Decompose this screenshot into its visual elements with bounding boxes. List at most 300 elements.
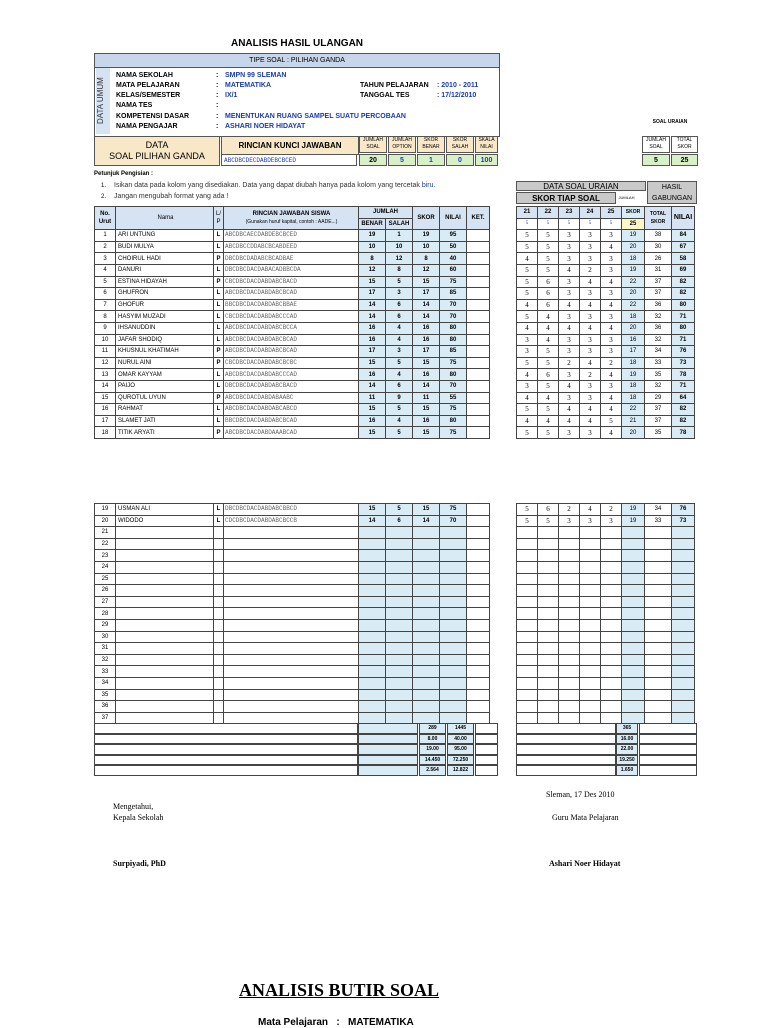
uraian-score[interactable]: 4 xyxy=(601,392,622,404)
uraian-score[interactable]: 4 xyxy=(538,415,559,427)
uraian-score[interactable]: 4 xyxy=(601,276,622,288)
uraian-score[interactable] xyxy=(559,677,580,689)
uraian-score[interactable] xyxy=(601,666,622,678)
uraian-score[interactable] xyxy=(517,677,538,689)
student-answers[interactable]: BBCDBCDACDABDABCBBAE xyxy=(224,299,359,311)
uraian-score[interactable]: 5 xyxy=(517,241,538,253)
uraian-score[interactable]: 3 xyxy=(559,241,580,253)
uraian-score[interactable] xyxy=(517,573,538,585)
uraian-score[interactable]: 5 xyxy=(538,264,559,276)
student-gender[interactable] xyxy=(214,631,224,643)
uraian-score[interactable] xyxy=(601,608,622,620)
uraian-score[interactable]: 2 xyxy=(580,264,601,276)
student-answers[interactable]: ABCDBCDACDABDAAABCAD xyxy=(224,427,359,439)
student-answers[interactable] xyxy=(224,527,359,539)
uraian-score[interactable] xyxy=(538,585,559,597)
uraian-score[interactable] xyxy=(538,619,559,631)
uraian-score[interactable]: 3 xyxy=(580,380,601,392)
uraian-score[interactable] xyxy=(517,619,538,631)
uraian-score[interactable] xyxy=(580,527,601,539)
uraian-score[interactable]: 4 xyxy=(559,404,580,416)
uraian-score[interactable]: 2 xyxy=(601,357,622,369)
student-name[interactable] xyxy=(116,666,214,678)
ket-value[interactable] xyxy=(467,515,490,527)
student-answers[interactable] xyxy=(224,596,359,608)
student-name[interactable] xyxy=(116,561,214,573)
student-gender[interactable]: L xyxy=(214,369,224,381)
student-answers[interactable]: ABCDBCDACDABDABCBCAD xyxy=(224,346,359,358)
uraian-score[interactable] xyxy=(580,585,601,597)
uraian-score[interactable]: 3 xyxy=(559,427,580,439)
ket-value[interactable] xyxy=(467,666,490,678)
uraian-score[interactable]: 3 xyxy=(601,515,622,527)
uraian-score[interactable] xyxy=(580,550,601,562)
kunci-field[interactable]: ABCDBCDECDABDEBCBCED xyxy=(221,154,357,166)
tanggal-field[interactable]: : 17/12/2010 xyxy=(437,92,477,99)
uraian-score[interactable] xyxy=(601,573,622,585)
ket-value[interactable] xyxy=(467,596,490,608)
student-answers[interactable] xyxy=(224,619,359,631)
student-name[interactable]: NURUL AINI xyxy=(116,357,214,369)
ket-value[interactable] xyxy=(467,322,490,334)
ket-value[interactable] xyxy=(467,392,490,404)
uraian-score[interactable]: 4 xyxy=(517,299,538,311)
student-gender[interactable] xyxy=(214,654,224,666)
student-gender[interactable] xyxy=(214,573,224,585)
student-gender[interactable]: L xyxy=(214,264,224,276)
uraian-score[interactable]: 5 xyxy=(517,311,538,323)
ket-value[interactable] xyxy=(467,538,490,550)
student-gender[interactable]: P xyxy=(214,253,224,265)
student-gender[interactable]: P xyxy=(214,346,224,358)
uraian-score[interactable]: 3 xyxy=(517,346,538,358)
student-gender[interactable] xyxy=(214,585,224,597)
uraian-score[interactable]: 4 xyxy=(559,380,580,392)
uraian-score[interactable]: 5 xyxy=(538,253,559,265)
uraian-score[interactable]: 4 xyxy=(517,415,538,427)
student-name[interactable] xyxy=(116,631,214,643)
uraian-score[interactable]: 3 xyxy=(580,311,601,323)
ket-value[interactable] xyxy=(467,654,490,666)
uraian-score[interactable] xyxy=(580,643,601,655)
student-answers[interactable]: CBCDBCDACDABDABCCCAD xyxy=(224,311,359,323)
student-name[interactable] xyxy=(116,619,214,631)
uraian-score[interactable] xyxy=(538,643,559,655)
student-name[interactable]: KHUSNUL KHATIMAH xyxy=(116,346,214,358)
uraian-score[interactable]: 4 xyxy=(517,322,538,334)
uraian-score[interactable]: 4 xyxy=(580,415,601,427)
student-name[interactable] xyxy=(116,654,214,666)
ket-value[interactable] xyxy=(467,643,490,655)
skor-salah-value[interactable]: 0 xyxy=(446,154,474,166)
ket-value[interactable] xyxy=(467,276,490,288)
uraian-score[interactable]: 4 xyxy=(601,369,622,381)
uraian-score[interactable] xyxy=(538,654,559,666)
student-name[interactable]: BUDI MULYA xyxy=(116,241,214,253)
uraian-score[interactable]: 3 xyxy=(580,334,601,346)
uraian-score[interactable] xyxy=(601,677,622,689)
uraian-score[interactable] xyxy=(580,596,601,608)
uraian-score[interactable]: 4 xyxy=(517,253,538,265)
ket-value[interactable] xyxy=(467,550,490,562)
student-answers[interactable] xyxy=(224,701,359,713)
student-answers[interactable]: DBCDBCDACDABDABCBACD xyxy=(224,380,359,392)
uraian-score[interactable] xyxy=(580,631,601,643)
student-answers[interactable] xyxy=(224,643,359,655)
uraian-score[interactable] xyxy=(559,701,580,713)
uraian-score[interactable]: 3 xyxy=(559,276,580,288)
uraian-score[interactable]: 3 xyxy=(580,230,601,242)
uraian-score[interactable] xyxy=(580,619,601,631)
ket-value[interactable] xyxy=(467,561,490,573)
uraian-score[interactable]: 5 xyxy=(517,515,538,527)
uraian-score[interactable]: 4 xyxy=(538,334,559,346)
student-gender[interactable] xyxy=(214,643,224,655)
student-name[interactable]: ARI UNTUNG xyxy=(116,230,214,242)
uraian-total-value[interactable]: 25 xyxy=(671,154,698,166)
uraian-score[interactable] xyxy=(559,643,580,655)
student-name[interactable] xyxy=(116,677,214,689)
uraian-score[interactable] xyxy=(601,619,622,631)
student-gender[interactable]: P xyxy=(214,427,224,439)
skala-nilai-value[interactable]: 100 xyxy=(475,154,498,166)
student-name[interactable]: WIDODO xyxy=(116,515,214,527)
uraian-score[interactable]: 4 xyxy=(559,264,580,276)
uraian-score[interactable] xyxy=(601,596,622,608)
ket-value[interactable] xyxy=(467,334,490,346)
uraian-score[interactable] xyxy=(538,573,559,585)
student-name[interactable] xyxy=(116,585,214,597)
skor-benar-value[interactable]: 1 xyxy=(417,154,445,166)
student-name[interactable] xyxy=(116,573,214,585)
student-answers[interactable] xyxy=(224,654,359,666)
ket-value[interactable] xyxy=(467,311,490,323)
uraian-score[interactable]: 5 xyxy=(517,404,538,416)
uraian-score[interactable] xyxy=(559,538,580,550)
uraian-score[interactable] xyxy=(601,550,622,562)
uraian-score[interactable]: 5 xyxy=(538,230,559,242)
student-name[interactable]: IHSANUDDIN xyxy=(116,322,214,334)
uraian-score[interactable] xyxy=(559,585,580,597)
ket-value[interactable] xyxy=(467,299,490,311)
uraian-score[interactable]: 4 xyxy=(601,427,622,439)
uraian-score[interactable] xyxy=(601,527,622,539)
student-answers[interactable] xyxy=(224,666,359,678)
uraian-score[interactable] xyxy=(580,561,601,573)
student-name[interactable]: ESTINA HIDAYAH xyxy=(116,276,214,288)
ket-value[interactable] xyxy=(467,241,490,253)
uraian-score[interactable]: 3 xyxy=(559,515,580,527)
uraian-score[interactable] xyxy=(517,643,538,655)
uraian-score[interactable]: 3 xyxy=(517,334,538,346)
ket-value[interactable] xyxy=(467,380,490,392)
uraian-jumlah-value[interactable]: 5 xyxy=(642,154,670,166)
student-gender[interactable] xyxy=(214,666,224,678)
uraian-score[interactable] xyxy=(601,585,622,597)
student-answers[interactable]: ABCDBCDACDABDABCBCAD xyxy=(224,334,359,346)
uraian-score[interactable] xyxy=(517,550,538,562)
uraian-score[interactable]: 2 xyxy=(559,357,580,369)
student-name[interactable]: USMAN ALI xyxy=(116,504,214,516)
student-gender[interactable]: L xyxy=(214,380,224,392)
uraian-score[interactable]: 3 xyxy=(559,288,580,300)
ket-value[interactable] xyxy=(467,288,490,300)
pengajar-field[interactable]: ASHARI NOER HIDAYAT xyxy=(225,123,306,130)
uraian-score[interactable]: 3 xyxy=(559,369,580,381)
uraian-score[interactable] xyxy=(580,608,601,620)
student-answers[interactable]: ABCDBCCDDABCBCABDEED xyxy=(224,241,359,253)
uraian-score[interactable]: 3 xyxy=(559,230,580,242)
uraian-score[interactable]: 5 xyxy=(538,357,559,369)
kd-field[interactable]: MENENTUKAN RUANG SAMPEL SUATU PERCOBAAN xyxy=(225,113,406,120)
uraian-score[interactable]: 3 xyxy=(580,241,601,253)
student-gender[interactable]: L xyxy=(214,415,224,427)
uraian-score[interactable] xyxy=(517,701,538,713)
uraian-score[interactable]: 5 xyxy=(517,264,538,276)
uraian-score[interactable]: 4 xyxy=(517,392,538,404)
student-answers[interactable]: ABCDBCDACDABDABAABC xyxy=(224,392,359,404)
uraian-score[interactable] xyxy=(538,666,559,678)
jumlah-soal-value[interactable]: 20 xyxy=(359,154,387,166)
uraian-score[interactable] xyxy=(538,550,559,562)
uraian-score[interactable] xyxy=(538,561,559,573)
uraian-score[interactable]: 5 xyxy=(538,404,559,416)
student-gender[interactable]: L xyxy=(214,288,224,300)
student-gender[interactable] xyxy=(214,619,224,631)
uraian-score[interactable] xyxy=(580,666,601,678)
uraian-score[interactable] xyxy=(559,527,580,539)
uraian-score[interactable]: 6 xyxy=(538,299,559,311)
ket-value[interactable] xyxy=(467,689,490,701)
uraian-score[interactable] xyxy=(538,689,559,701)
uraian-score[interactable] xyxy=(580,538,601,550)
student-answers[interactable]: CDCDBCDACDABDABCBCCB xyxy=(224,515,359,527)
uraian-score[interactable] xyxy=(538,631,559,643)
uraian-score[interactable]: 5 xyxy=(538,380,559,392)
student-gender[interactable] xyxy=(214,608,224,620)
uraian-score[interactable] xyxy=(601,631,622,643)
uraian-score[interactable]: 5 xyxy=(517,230,538,242)
uraian-score[interactable] xyxy=(538,538,559,550)
uraian-score[interactable]: 4 xyxy=(559,299,580,311)
uraian-score[interactable]: 4 xyxy=(559,415,580,427)
uraian-score[interactable] xyxy=(517,527,538,539)
student-gender[interactable] xyxy=(214,538,224,550)
ket-value[interactable] xyxy=(467,677,490,689)
student-answers[interactable] xyxy=(224,689,359,701)
student-name[interactable]: QUROTUL UYUN xyxy=(116,392,214,404)
student-name[interactable] xyxy=(116,596,214,608)
uraian-score[interactable]: 4 xyxy=(601,299,622,311)
uraian-score[interactable] xyxy=(517,631,538,643)
uraian-score[interactable] xyxy=(580,701,601,713)
uraian-score[interactable]: 4 xyxy=(601,241,622,253)
ket-value[interactable] xyxy=(467,346,490,358)
uraian-score[interactable]: 4 xyxy=(538,392,559,404)
student-gender[interactable]: L xyxy=(214,241,224,253)
uraian-score[interactable] xyxy=(517,561,538,573)
uraian-score[interactable]: 5 xyxy=(517,288,538,300)
uraian-score[interactable] xyxy=(559,619,580,631)
uraian-score[interactable]: 3 xyxy=(559,311,580,323)
student-answers[interactable]: CBCDBCDACDABDABCBACD xyxy=(224,276,359,288)
uraian-score[interactable] xyxy=(538,677,559,689)
uraian-score[interactable] xyxy=(601,654,622,666)
jumlah-option-value[interactable]: 5 xyxy=(388,154,416,166)
ket-value[interactable] xyxy=(467,369,490,381)
uraian-score[interactable]: 3 xyxy=(580,253,601,265)
ket-value[interactable] xyxy=(467,585,490,597)
student-answers[interactable]: DBCDBCDACDABACADBBCDA xyxy=(224,264,359,276)
student-answers[interactable]: BBCDBCDACDABDABCBCAD xyxy=(224,415,359,427)
student-name[interactable]: GHOFUR xyxy=(116,299,214,311)
uraian-score[interactable]: 5 xyxy=(601,415,622,427)
ket-value[interactable] xyxy=(467,701,490,713)
uraian-score[interactable]: 3 xyxy=(559,334,580,346)
uraian-score[interactable]: 4 xyxy=(517,369,538,381)
student-answers[interactable] xyxy=(224,585,359,597)
ket-value[interactable] xyxy=(467,527,490,539)
uraian-score[interactable]: 3 xyxy=(601,311,622,323)
ket-value[interactable] xyxy=(467,427,490,439)
student-name[interactable] xyxy=(116,527,214,539)
student-gender[interactable] xyxy=(214,689,224,701)
uraian-score[interactable]: 5 xyxy=(538,241,559,253)
uraian-score[interactable]: 3 xyxy=(601,264,622,276)
ket-value[interactable] xyxy=(467,253,490,265)
student-answers[interactable]: ABCDBCDACDABDABCABCD xyxy=(224,404,359,416)
student-gender[interactable]: L xyxy=(214,311,224,323)
ket-value[interactable] xyxy=(467,619,490,631)
student-answers[interactable] xyxy=(224,561,359,573)
student-answers[interactable]: ABCDBCDACDABDABCBCAD xyxy=(224,288,359,300)
uraian-score[interactable]: 3 xyxy=(601,253,622,265)
uraian-score[interactable] xyxy=(559,608,580,620)
student-gender[interactable]: L xyxy=(214,230,224,242)
uraian-score[interactable]: 4 xyxy=(601,404,622,416)
uraian-score[interactable]: 4 xyxy=(580,276,601,288)
ket-value[interactable] xyxy=(467,357,490,369)
student-answers[interactable] xyxy=(224,608,359,620)
uraian-score[interactable] xyxy=(517,608,538,620)
uraian-score[interactable]: 3 xyxy=(580,427,601,439)
uraian-score[interactable]: 2 xyxy=(601,504,622,516)
uraian-score[interactable] xyxy=(580,573,601,585)
student-gender[interactable]: L xyxy=(214,299,224,311)
uraian-score[interactable]: 3 xyxy=(601,230,622,242)
nama-sekolah-field[interactable]: SMPN 99 SLEMAN xyxy=(225,72,287,79)
uraian-score[interactable] xyxy=(538,527,559,539)
student-gender[interactable]: P xyxy=(214,276,224,288)
uraian-score[interactable]: 2 xyxy=(580,369,601,381)
uraian-score[interactable]: 5 xyxy=(538,427,559,439)
kelas-field[interactable]: IX/1 xyxy=(225,92,238,99)
uraian-score[interactable] xyxy=(559,631,580,643)
student-name[interactable]: RAHMAT xyxy=(116,404,214,416)
student-answers[interactable] xyxy=(224,573,359,585)
student-gender[interactable] xyxy=(214,527,224,539)
uraian-score[interactable] xyxy=(559,654,580,666)
student-gender[interactable]: L xyxy=(214,334,224,346)
student-name[interactable]: TITIK ARYATI xyxy=(116,427,214,439)
mapel-field[interactable]: MATEMATIKA xyxy=(225,82,272,89)
tahun-field[interactable]: : 2010 - 2011 xyxy=(437,82,479,89)
uraian-score[interactable]: 4 xyxy=(580,504,601,516)
student-name[interactable] xyxy=(116,608,214,620)
uraian-score[interactable] xyxy=(517,689,538,701)
uraian-score[interactable] xyxy=(517,654,538,666)
uraian-score[interactable] xyxy=(559,550,580,562)
student-name[interactable]: JAFAR SHODIQ xyxy=(116,334,214,346)
uraian-score[interactable] xyxy=(517,596,538,608)
uraian-score[interactable]: 3 xyxy=(517,380,538,392)
uraian-score[interactable]: 4 xyxy=(559,322,580,334)
uraian-score[interactable] xyxy=(580,654,601,666)
student-name[interactable] xyxy=(116,701,214,713)
student-answers[interactable]: CBCDBCDACDABDABCBCBC xyxy=(224,357,359,369)
uraian-score[interactable]: 3 xyxy=(559,253,580,265)
uraian-score[interactable] xyxy=(559,666,580,678)
uraian-score[interactable]: 3 xyxy=(601,346,622,358)
uraian-score[interactable]: 4 xyxy=(580,299,601,311)
uraian-score[interactable]: 3 xyxy=(580,515,601,527)
uraian-score[interactable] xyxy=(538,701,559,713)
uraian-score[interactable]: 4 xyxy=(580,357,601,369)
ket-value[interactable] xyxy=(467,404,490,416)
student-name[interactable] xyxy=(116,538,214,550)
student-name[interactable] xyxy=(116,643,214,655)
uraian-score[interactable]: 6 xyxy=(538,369,559,381)
uraian-score[interactable]: 3 xyxy=(559,346,580,358)
uraian-score[interactable]: 3 xyxy=(580,346,601,358)
uraian-score[interactable] xyxy=(580,677,601,689)
ket-value[interactable] xyxy=(467,264,490,276)
uraian-score[interactable]: 5 xyxy=(517,504,538,516)
uraian-score[interactable]: 6 xyxy=(538,276,559,288)
student-answers[interactable] xyxy=(224,677,359,689)
student-gender[interactable] xyxy=(214,701,224,713)
uraian-score[interactable]: 6 xyxy=(538,504,559,516)
student-answers[interactable]: ABCDBCAECDABDEBCBCED xyxy=(224,230,359,242)
uraian-score[interactable]: 4 xyxy=(601,322,622,334)
student-answers[interactable]: DBCDBCDACDABDABCBBCD xyxy=(224,504,359,516)
student-gender[interactable]: L xyxy=(214,404,224,416)
student-gender[interactable]: L xyxy=(214,504,224,516)
uraian-score[interactable] xyxy=(559,689,580,701)
uraian-score[interactable]: 5 xyxy=(538,515,559,527)
student-answers[interactable]: DBCDBCDADABCBCADBAE xyxy=(224,253,359,265)
uraian-score[interactable]: 3 xyxy=(580,392,601,404)
uraian-score[interactable]: 3 xyxy=(559,392,580,404)
uraian-score[interactable]: 4 xyxy=(580,322,601,334)
student-gender[interactable] xyxy=(214,550,224,562)
uraian-score[interactable]: 4 xyxy=(580,404,601,416)
uraian-score[interactable] xyxy=(601,561,622,573)
uraian-score[interactable]: 3 xyxy=(601,334,622,346)
student-gender[interactable]: P xyxy=(214,357,224,369)
uraian-score[interactable]: 4 xyxy=(538,322,559,334)
student-name[interactable]: HASYIM MUZADI xyxy=(116,311,214,323)
student-gender[interactable] xyxy=(214,561,224,573)
uraian-score[interactable]: 3 xyxy=(601,288,622,300)
student-name[interactable]: GHUFRON xyxy=(116,288,214,300)
uraian-score[interactable] xyxy=(538,608,559,620)
uraian-score[interactable]: 5 xyxy=(538,346,559,358)
student-name[interactable]: SLAMET JATI xyxy=(116,415,214,427)
student-gender[interactable]: L xyxy=(214,322,224,334)
uraian-score[interactable] xyxy=(601,701,622,713)
uraian-score[interactable]: 3 xyxy=(580,288,601,300)
